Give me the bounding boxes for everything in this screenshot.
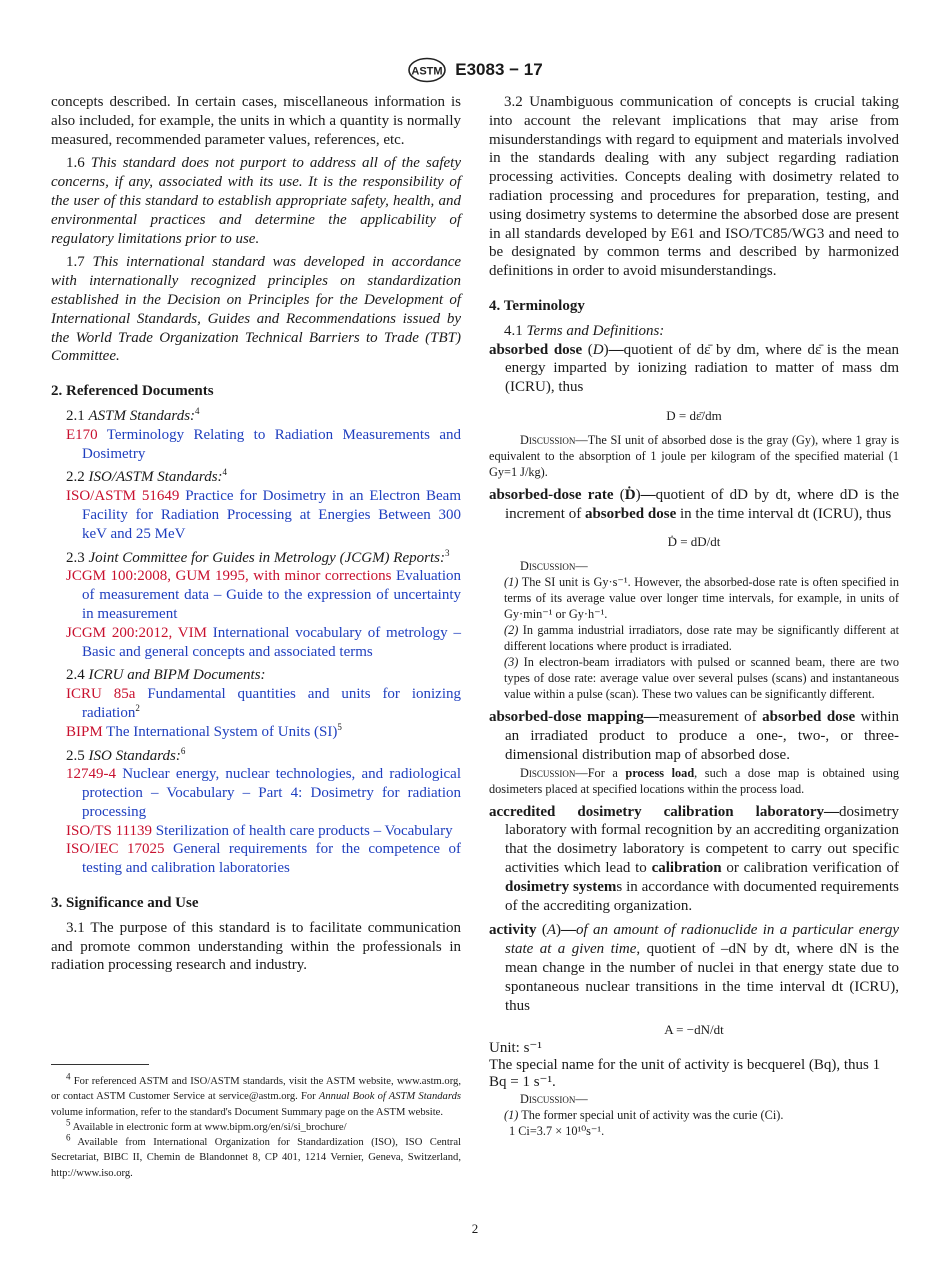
footnote-5: $^5$ Available in electronic form at www.bipm.org/en/si/si_brochure/: [66, 1117, 347, 1133]
discussion-label: Discussion—: [520, 1092, 588, 1107]
discussion-note: (3) In electron-beam irradiators with pulsed or scanned beam, there are two types of dose rate: average value over several pulses (scans) and instantaneous value within a pulse (scan). These two values can be significantly different.: [504, 655, 899, 702]
paragraph-1-6: 1.6 This standard does not purport to address all of the safety concerns, if any, associated with its use. It is the responsibility of the user of this standard to establish appropriate safety, health, and environmental practices and determine the applicability of regulatory limitations prior to use.: [51, 155, 461, 247]
reference-item[interactable]: JCGM 200:2012, VIM International vocabulary of metrology – Basic and general concepts and associated terms: [66, 624, 462, 660]
curie-conversion: 1 Ci=3.7 × 10¹⁰s⁻¹.: [509, 1124, 605, 1139]
discussion-note: (2) In gamma industrial irradiators, dose rate may be significantly different at different locations where product is irradiated.: [504, 623, 900, 654]
reference-item[interactable]: ISO/IEC 17025 General requirements for the competence of testing and calibration laboratories: [66, 841, 461, 877]
section-3-heading: 3. Significance and Use: [51, 895, 199, 912]
discussion-absorbed-dose-mapping: Discussion—For a process load, such a dose map is obtained using dosimeters placed at specified locations within the process load.: [489, 765, 899, 796]
activity-special-name: The special name for the unit of activity is becquerel (Bq), thus 1 Bq = 1 s⁻¹.: [489, 1057, 881, 1091]
subsection-2-5: 2.5 ISO Standards:$^6$: [66, 745, 186, 764]
reference-item[interactable]: BIPM The International System of Units (SI)$^5$: [66, 721, 342, 740]
subsection-2-4: 2.4 ICRU and BIPM Documents:: [66, 667, 266, 684]
footnote-6: $^6$ Available from International Organization for Standardization (ISO), ISO Central Secretariat, BIBC II, Chemin de Blandonnet 8, CP 401, 1214 Vernier, Geneva, Switzerland, http://www.iso.org.: [51, 1132, 461, 1179]
paragraph-3-2: 3.2 Unambiguous communication of concepts is crucial taking into account the relevant implications that may arise from misunderstandings with regard to equipment and materials involved in the standards dealing with any subject regarding radiation processing activities. Concepts dealing with dosimetry related to radiation processing and procedures for preparation, testing, and using dosimetry systems to determine the absorbed dose are present in all standards developed by E61 and ISO/TC85/WG3 and need to be designated by common terms and described by harmonized definitions in order to avoid misunderstandings.: [489, 94, 899, 280]
term-accredited-laboratory: accredited dosimetry calibration laboratory—dosimetry laboratory with formal recognition by an accrediting organization that the dosimetry laboratory is competent to carry out specific activities which lead to calibration or calibration verification of dosimetry systems in accordance with documented requirements of the accrediting organization.: [489, 803, 900, 914]
term-activity: activity (A)—of an amount of radionuclide in a particular energy state at a given time, quotient of –dN by dt, where dN is the mean change in the number of nuclei in that energy state due to spontaneous nuclear transitions in the time interval dt (ICRU), thus: [489, 922, 899, 1014]
equation-absorbed-dose-rate: Ḋ = dD/dt: [667, 534, 721, 550]
reference-item[interactable]: 12749-4 Nuclear energy, nuclear technologies, and radiological protection – Vocabulary – Part 4: Dosimetry for radiation processing: [66, 766, 461, 820]
footnotes: [51, 1071, 461, 1181]
svg-text:ASTM: ASTM: [411, 65, 443, 78]
discussion-note: (1) The former special unit of activity was the curie (Ci).: [504, 1108, 784, 1123]
term-absorbed-dose: absorbed dose (D)—quotient of dε̄ by dm, where dε̄ is the mean energy imparted by ionizing radiation to matter of mass dm (ICRU), thus: [489, 341, 899, 396]
footnote-divider: [51, 1064, 149, 1065]
astm-logo-icon: [407, 57, 447, 83]
subsection-2-2: 2.2 ISO/ASTM Standards:$^4$: [66, 467, 228, 486]
equation-absorbed-dose: D = dε̄/dm: [666, 407, 722, 423]
page-number: 2: [471, 1221, 479, 1236]
reference-item[interactable]: E170 Terminology Relating to Radiation Measurements and Dosimetry: [66, 426, 461, 462]
discussion-note: (1) The SI unit is Gy·s⁻¹. However, the absorbed-dose rate is often specified in terms of its average value over longer time intervals, for example, in units of Gy·min⁻¹ or Gy·h⁻¹.: [504, 575, 900, 622]
reference-item[interactable]: ICRU 85a Fundamental quantities and units for ionizing radiation$^2$: [66, 686, 462, 721]
reference-item[interactable]: JCGM 100:2008, GUM 1995, with minor corrections Evaluation of measurement data – Guide to the expression of uncertainty in measurement: [66, 568, 461, 622]
intro-paragraph: concepts described. In certain cases, miscellaneous information is also included, for example, the units in which a quantity is normally measured, recommended parameter values, references, etc.: [51, 94, 461, 148]
equation-activity: A = −dN/dt: [664, 1022, 724, 1038]
page-header: [0, 57, 950, 83]
term-absorbed-dose-rate: absorbed-dose rate (Ḋ)—quotient of dD by dt, where dD is the increment of absorbed dose in the time interval dt (ICRU), thus: [489, 486, 900, 522]
subsection-2-3: 2.3 Joint Committee for Guides in Metrology (JCGM) Reports:$^3$: [66, 547, 450, 566]
section-4-heading: 4. Terminology: [489, 297, 585, 314]
term-absorbed-dose-mapping: absorbed-dose mapping—measurement of absorbed dose within an irradiated product to produce a one-, two-, or three-dimensional distribution map of absorbed dose.: [489, 709, 900, 763]
footnote-4: $^4$ For referenced ASTM and ISO/ASTM standards, visit the ASTM website, www.astm.org, or contact ASTM Customer Service at service@astm.org. For Annual Book of ASTM Standards volume information, refer to the standard's Document Summary page on the ASTM website.: [51, 1071, 461, 1118]
discussion-absorbed-dose: Discussion—The SI unit of absorbed dose is the gray (Gy), where 1 gray is equivalent to the absorption of 1 joule per kilogram of the specified material (1 Gy=1 J/kg).: [489, 432, 899, 479]
paragraph-1-7: 1.7 This international standard was developed in accordance with internationally recognized principles on standardization established in the Decision on Principles for the Development of International Standards, Guides and Recommendations issued by the World Trade Organization Technical Barriers to Trade (TBT) Committee.: [51, 254, 462, 365]
subsection-2-1: 2.1 ASTM Standards:$^4$: [66, 405, 200, 424]
standard-designation: E3083 − 17: [455, 60, 543, 79]
left-column: [51, 93, 461, 975]
activity-unit: Unit: s⁻¹: [489, 1040, 542, 1057]
section-2-heading: 2. Referenced Documents: [51, 383, 214, 400]
right-column: [489, 93, 899, 1139]
subsection-4-1: 4.1 Terms and Definitions:: [504, 322, 665, 339]
reference-item[interactable]: ISO/TS 11139 Sterilization of health care products – Vocabulary: [66, 822, 453, 839]
discussion-label: Discussion—: [520, 559, 588, 574]
paragraph-3-1: 3.1 The purpose of this standard is to facilitate communication and promote common understanding within the professionals in radiation processing research and industry.: [51, 919, 461, 974]
reference-item[interactable]: ISO/ASTM 51649 Practice for Dosimetry in an Electron Beam Facility for Radiation Processing at Energies Between 300 keV and 25 MeV: [66, 488, 461, 542]
